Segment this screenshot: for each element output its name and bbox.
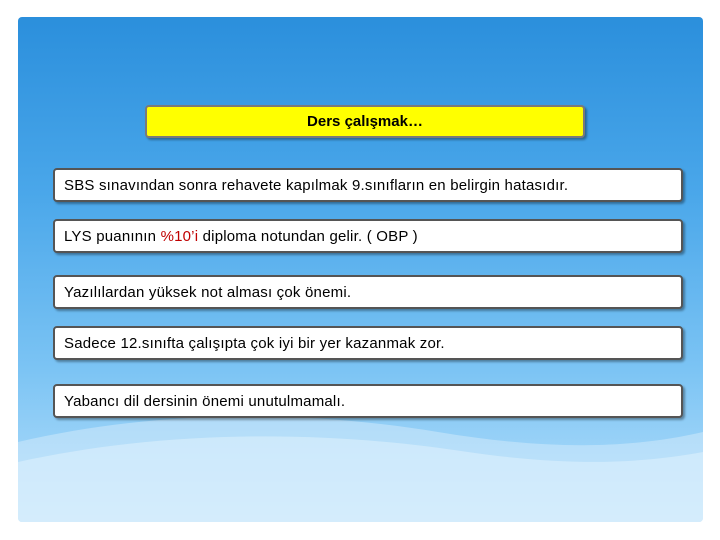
- list-item: [53, 219, 683, 253]
- list-item: [53, 384, 683, 418]
- list-item: [53, 275, 683, 309]
- item-text: Sadece 12.sınıfta çalışıpta çok iyi bir yer kazanmak zor.: [64, 334, 445, 352]
- item-text-highlight: %10’i: [160, 227, 199, 245]
- item-text-post: diploma notundan gelir. ( OBP ): [198, 227, 418, 245]
- list-item: [53, 168, 683, 202]
- wave-decoration: [18, 402, 703, 522]
- slide-title: Ders çalışmak…: [145, 105, 585, 138]
- item-text-pre: LYS puanının: [64, 227, 161, 245]
- list-item: [53, 326, 683, 360]
- item-text: SBS sınavından sonra rehavete kapılmak 9.sınıfların en belirgin hatasıdır.: [64, 176, 569, 194]
- item-text: Yabancı dil dersinin önemi unutulmamalı.: [64, 392, 346, 410]
- slide-background: [18, 17, 703, 522]
- item-text: Yazılılardan yüksek not alması çok önemi.: [64, 283, 352, 301]
